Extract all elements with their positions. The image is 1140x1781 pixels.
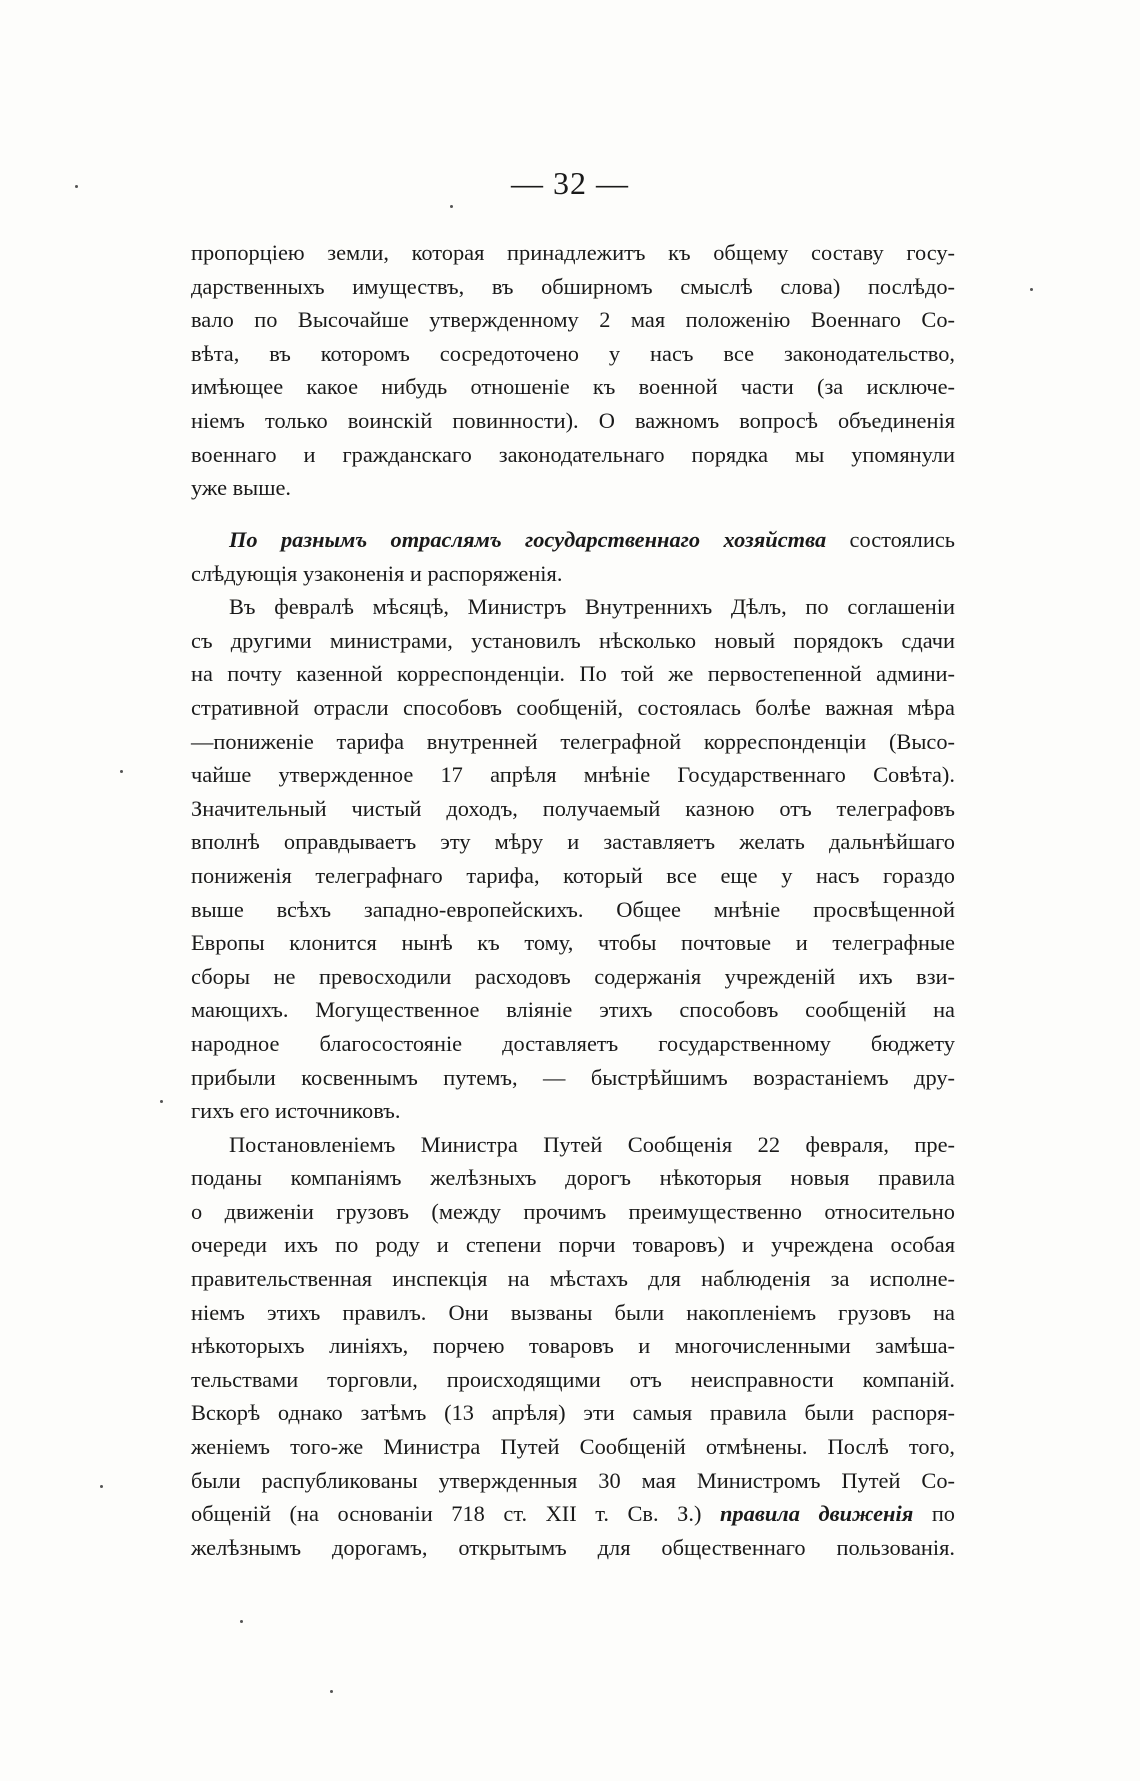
text-line: вполнѣ оправдываетъ эту мѣру и заставляетъ желать дальнѣйшаго [191, 829, 955, 855]
italic-term: правила движенія [719, 1501, 914, 1527]
text-line: очереди ихъ по роду и степени порчи товаровъ) и учреждена особая [191, 1232, 955, 1258]
text-line: имѣющее какое нибудь отношеніе къ военной части (за исключе- [191, 374, 955, 400]
text-line: сборы не превосходили расходовъ содержанія учрежденій ихъ взи- [191, 963, 955, 989]
text-line: съ другими министрами, установилъ нѣсколько новый порядокъ сдачи [191, 627, 955, 653]
text-line: пропорціею земли, которая принадлежитъ къ общему составу госу- [191, 240, 955, 265]
scan-speck [240, 1620, 243, 1623]
text-line: женіемъ того-же Министра Путей Сообщеній отмѣнены. Послѣ того, [191, 1434, 955, 1460]
text-line: стративной отрасли способовъ сообщеній, состоялась болѣе важная мѣра [191, 694, 955, 720]
text-line: Значительный чистый доходъ, получаемый казною отъ телеграфовъ [191, 795, 955, 821]
section-body [191, 523, 955, 1564]
paragraph-continuation [191, 236, 955, 505]
text-line: пониженія телеграфнаго тарифа, который все еще у насъ гораздо [191, 862, 955, 888]
text-line: Европы клонится нынѣ къ тому, чтобы почтовые и телеграфные [191, 930, 955, 956]
text-line: прибыли косвеннымъ путемъ, — быстрѣйшимъ возрастаніемъ дру- [191, 1064, 955, 1090]
section-intro-line [191, 523, 955, 557]
text-line: ніемъ этихъ правилъ. Они вызваны были накопленіемъ грузовъ на [191, 1299, 955, 1325]
text-segment: по [931, 1501, 955, 1527]
text-line: вало по Высочайше утвержденному 2 мая положенію Военнаго Со- [191, 307, 955, 333]
text-line: гихъ его источниковъ. [191, 1098, 401, 1124]
text-line: были распубликованы утвержденныя 30 мая Министромъ Путей Со- [191, 1467, 955, 1493]
scan-speck [330, 1690, 333, 1693]
text-line: Вскорѣ однако затѣмъ (13 апрѣля) эти самыя правила были распоря- [191, 1400, 955, 1426]
text-line: вѣта, въ которомъ сосредоточено у насъ все законодательство, [191, 340, 955, 366]
text-line: народное благосостояніе доставляетъ государственному бюджету [191, 1030, 955, 1056]
text-line: —пониженіе тарифа внутренней телеграфной корреспонденціи (Высо- [191, 728, 955, 754]
text-line: ніемъ только воинскій повинности). О важномъ вопросѣ объединенія [191, 407, 955, 433]
scan-speck [450, 205, 453, 208]
text-line: нѣкоторыхъ линіяхъ, порчею товаровъ и многочисленными замѣша- [191, 1333, 955, 1359]
text-line: на почту казенной корреспонденціи. По той же первостепенной админи- [191, 661, 955, 687]
text-line: дарственныхъ имуществъ, въ обширномъ смыслѣ слова) послѣдо- [191, 273, 955, 299]
scan-speck [1030, 288, 1033, 291]
text-line: уже выше. [191, 475, 292, 501]
scan-speck [160, 1100, 163, 1103]
text-line: поданы компаніямъ желѣзныхъ дорогъ нѣкоторыя новыя правила [191, 1165, 955, 1191]
text-line-with-italic [191, 1497, 955, 1531]
text-line: тельствами торговли, происходящими отъ неисправности компаній. [191, 1366, 955, 1392]
section-intro-rest: состоялись [849, 527, 955, 552]
page-number: — 32 — [511, 165, 629, 201]
text-line: Въ февралѣ мѣсяцѣ, Министръ Внутреннихъ Дѣлъ, по соглашеніи [229, 594, 955, 620]
text-line: Постановленіемъ Министра Путей Сообщенія 22 февраля, пре- [229, 1131, 955, 1157]
text-segment: общеній (на основаніи 718 ст. XII т. Св. З.) [191, 1501, 702, 1527]
scan-speck [120, 770, 123, 773]
text-line: чайше утвержденное 17 апрѣля мнѣніе Государственнаго Совѣта). [191, 762, 955, 788]
scan-speck [100, 1485, 103, 1488]
section-heading-italic: По разнымъ отраслямъ государственнаго хозяйства [229, 527, 827, 552]
text-line: выше всѣхъ западно-европейскихъ. Общее мнѣніе просвѣщенной [191, 896, 955, 922]
scan-speck [75, 185, 78, 188]
text-line: правительственная инспекція на мѣстахъ для наблюденія за исполне- [191, 1266, 955, 1292]
text-line: мающихъ. Могущественное вліяніе этихъ способовъ сообщеній на [191, 997, 955, 1023]
text-line: о движеніи грузовъ (между прочимъ преимущественно относительно [191, 1198, 955, 1224]
text-line: военнаго и гражданскаго законодательнаго порядка мы упомянули [191, 441, 955, 467]
text-line: желѣзнымъ дорогамъ, открытымъ для общественнаго пользованія. [191, 1534, 955, 1560]
text-line: слѣдующія узаконенія и распоряженія. [191, 560, 563, 586]
